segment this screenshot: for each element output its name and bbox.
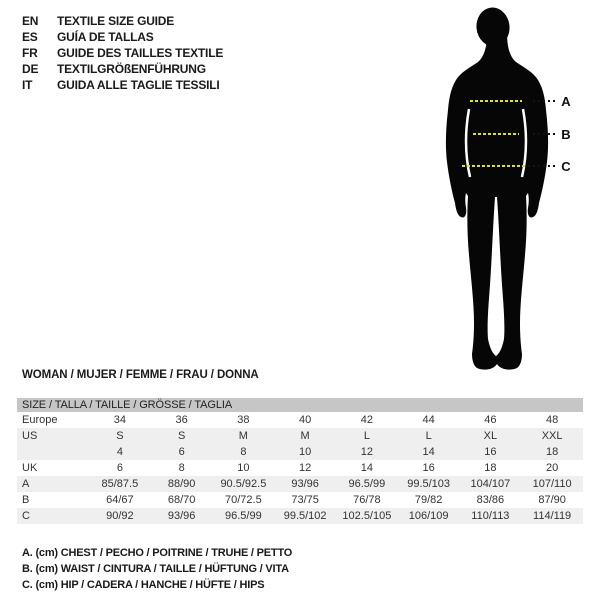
language-row [22, 61, 223, 77]
size-cell: 8 [240, 446, 247, 458]
language-row [22, 29, 223, 45]
legend-line: B. (cm) WAIST / CINTURA / TAILLE / HÜFTUNG / VITA [22, 563, 289, 575]
size-cell: 8 [178, 462, 185, 474]
size-cell: 102.5/105 [342, 510, 392, 522]
size-table-row [17, 476, 583, 492]
size-cell: 64/67 [106, 494, 134, 506]
size-cell: 68/70 [167, 494, 196, 506]
size-cell: M [238, 430, 248, 442]
language-code: IT [22, 78, 33, 92]
measure-leader-chest [533, 100, 556, 102]
row-label [17, 444, 89, 460]
language-code: EN [22, 14, 39, 28]
size-table-row [17, 492, 583, 508]
language-row [22, 45, 223, 61]
size-table [17, 398, 583, 524]
size-table-row [17, 460, 583, 476]
size-cell: 110/113 [471, 510, 510, 522]
size-cell: 42 [360, 414, 373, 426]
size-table-body [17, 412, 583, 524]
size-cell: S [177, 430, 186, 442]
measure-label-hip: C [561, 159, 571, 174]
size-cell: L [363, 430, 370, 442]
size-table-header: SIZE / TALLA / TAILLE / GRÖSSE / TAGLIA [17, 398, 583, 412]
size-cell: 79/82 [414, 494, 443, 506]
language-row [22, 13, 223, 29]
size-cell: L [425, 430, 432, 442]
measure-leader-hip [528, 165, 556, 167]
measure-label-waist: B [561, 127, 571, 142]
language-title: GUÍA DE TALLAS [57, 30, 154, 44]
row-label: C [22, 510, 30, 522]
measure-line-chest [470, 100, 522, 102]
size-cell: 70/72.5 [225, 494, 262, 506]
size-cell: 18 [546, 446, 559, 458]
size-cell: 6 [178, 446, 185, 458]
size-cell: 107/110 [532, 478, 572, 490]
size-cell: 44 [422, 414, 435, 426]
size-cell: 16 [484, 446, 497, 458]
size-cell: 12 [299, 462, 312, 474]
size-cell: M [300, 430, 310, 442]
size-cell: XL [483, 430, 498, 442]
size-cell: 85/87.5 [101, 478, 139, 490]
size-cell: 99.5/102 [283, 510, 327, 522]
language-code: ES [22, 30, 38, 44]
size-cell: XXL [541, 430, 563, 442]
language-title: TEXTILGRÖßENFÜHRUNG [57, 62, 206, 76]
size-cell: 73/75 [291, 494, 319, 506]
size-cell: 16 [422, 462, 435, 474]
measure-line-hip [462, 165, 526, 167]
size-cell: 106/109 [408, 510, 449, 522]
gender-heading: WOMAN / MUJER / FEMME / FRAU / DONNA [22, 369, 259, 381]
row-label: A [22, 478, 30, 490]
size-cell: 20 [546, 462, 559, 474]
measure-line-waist [473, 133, 519, 135]
size-cell: 93/96 [291, 478, 319, 490]
measure-leader-waist [533, 133, 556, 135]
size-cell: 4 [116, 446, 123, 458]
size-cell: 10 [237, 462, 250, 474]
size-cell: 104/107 [470, 478, 511, 490]
size-cell: 6 [116, 462, 123, 474]
size-cell: 48 [546, 414, 559, 426]
row-label: Europe [22, 414, 58, 426]
row-label: B [22, 494, 30, 506]
size-cell: 76/78 [353, 494, 381, 506]
size-cell: 83/86 [476, 494, 505, 506]
language-row [22, 77, 223, 93]
size-table-row [17, 444, 583, 460]
language-code: DE [22, 62, 39, 76]
woman-silhouette [430, 5, 580, 370]
size-cell: 14 [422, 446, 435, 458]
size-cell: 99.5/103 [407, 478, 451, 490]
measure-label-chest: A [561, 94, 571, 109]
size-cell: 93/96 [167, 510, 196, 522]
size-cell: 34 [113, 414, 126, 426]
size-cell: 36 [175, 414, 188, 426]
size-cell: 38 [237, 414, 250, 426]
size-cell: 10 [299, 446, 312, 458]
language-list [22, 13, 223, 93]
size-cell: 96.5/99 [348, 478, 386, 490]
size-cell: 12 [360, 446, 373, 458]
size-cell: S [116, 430, 124, 442]
row-label: UK [22, 462, 38, 474]
size-cell: 14 [360, 462, 373, 474]
size-table-row [17, 412, 583, 428]
size-cell: 114/119 [533, 510, 572, 522]
size-cell: 87/90 [538, 494, 566, 506]
size-cell: 46 [484, 414, 497, 426]
size-cell: 96.5/99 [225, 510, 262, 522]
legend-line: A. (cm) CHEST / PECHO / POITRINE / TRUHE / PETTO [22, 547, 293, 559]
row-label: US [22, 430, 38, 442]
measure-legend [22, 545, 292, 593]
size-cell: 90.5/92.5 [220, 478, 267, 490]
size-cell: 88/90 [167, 478, 196, 490]
language-title: GUIDA ALLE TAGLIE TESSILI [57, 78, 220, 92]
size-cell: 90/92 [106, 510, 134, 522]
language-title: GUIDE DES TAILLES TEXTILE [57, 46, 224, 60]
legend-line: C. (cm) HIP / CADERA / HANCHE / HÜFTE / HIPS [22, 579, 265, 591]
size-cell: 40 [299, 414, 312, 426]
size-table-row [17, 428, 583, 444]
language-title: TEXTILE SIZE GUIDE [57, 14, 175, 28]
size-cell: 18 [484, 462, 497, 474]
size-table-row [17, 508, 583, 524]
language-code: FR [22, 46, 38, 60]
